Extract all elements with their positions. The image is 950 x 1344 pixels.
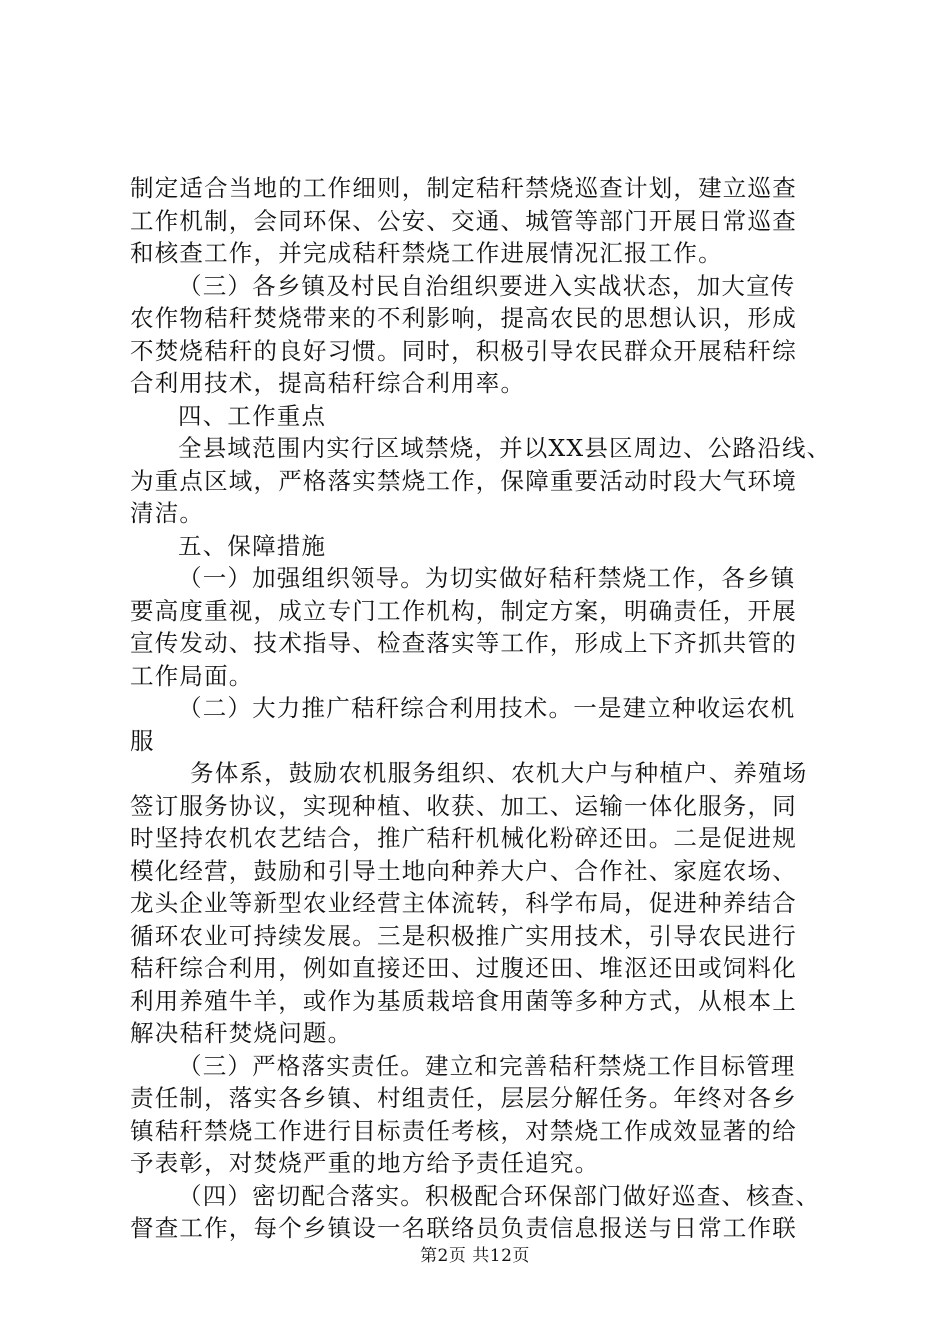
body-line: 为重点区域，严格落实禁烧工作，保障重要活动时段大气环境 — [130, 466, 797, 495]
page-number-footer: 第2页 共12页 — [420, 1246, 530, 1266]
body-line: 清洁。 — [130, 499, 205, 527]
body-line: 不焚烧秸秆的良好习惯。同时，积极引导农民群众开展秸秆综 — [130, 336, 797, 365]
body-line: 和核查工作，并完成秸秆禁烧工作进展情况汇报工作。 — [130, 239, 723, 267]
body-line: 要高度重视，成立专门工作机构，制定方案，明确责任，开展 — [130, 596, 797, 625]
body-line: 工作机制，会同环保、公安、交通、城管等部门开展日常巡查 — [130, 206, 797, 235]
body-line: 解决秸秆焚烧问题。 — [130, 1019, 353, 1047]
body-line: 农作物秸秆焚烧带来的不利影响，提高农民的思想认识，形成 — [130, 304, 797, 332]
body-line: 签订服务协议，实现种植、收获、加工、运输一体化服务，同 — [130, 791, 797, 820]
body-line: 镇秸秆禁烧工作进行目标责任考核，对禁烧工作成效显著的给 — [130, 1116, 797, 1145]
paragraph-start-line: （四）密切配合落实。积极配合环保部门做好巡查、核查、 — [178, 1181, 821, 1210]
body-line: 督查工作，每个乡镇设一名联络员负责信息报送与日常工作联 — [130, 1214, 797, 1242]
body-line: 服 — [130, 726, 155, 755]
section-heading: 五、保障措施 — [178, 531, 327, 560]
body-line: 循环农业可持续发展。三是积极推广实用技术，引导农民进行 — [130, 921, 797, 950]
paragraph-start-line: 务体系，鼓励农机服务组织、农机大户与种植户、养殖场 — [190, 759, 808, 787]
paragraph-start-line: （三）各乡镇及村民自治组织要进入实战状态，加大宣传 — [178, 271, 796, 300]
body-line: 责任制，落实各乡镇、村组责任，层层分解任务。年终对各乡 — [130, 1084, 797, 1112]
document-body — [130, 172, 842, 1245]
body-line: 模化经营，鼓励和引导土地向种养大户、合作社、家庭农场、 — [130, 856, 797, 885]
body-line: 秸秆综合利用，例如直接还田、过腹还田、堆沤还田或饲料化 — [130, 954, 797, 982]
paragraph-start-line: （二）大力推广秸秆综合利用技术。一是建立种收运农机 — [178, 694, 796, 722]
paragraph-start-line: （三）严格落实责任。建立和完善秸秆禁烧工作目标管理 — [178, 1051, 796, 1080]
body-line: 利用养殖牛羊，或作为基质栽培食用菌等多种方式，从根本上 — [130, 986, 797, 1015]
paragraph-start-line: 全县域范围内实行区域禁烧，并以XX县区周边、公路沿线、 — [178, 434, 832, 462]
body-line: 合利用技术，提高秸秆综合利用率。 — [130, 369, 526, 397]
body-line: 宣传发动、技术指导、检查落实等工作，形成上下齐抓共管的 — [130, 629, 797, 657]
paragraph-start-line: （一）加强组织领导。为切实做好秸秆禁烧工作，各乡镇 — [178, 564, 796, 592]
body-line: 工作局面。 — [130, 661, 254, 690]
section-heading: 四、工作重点 — [178, 401, 327, 430]
body-line: 制定适合当地的工作细则，制定秸秆禁烧巡查计划，建立巡查 — [130, 174, 797, 202]
body-line: 龙头企业等新型农业经营主体流转，科学布局，促进种养结合 — [130, 889, 797, 917]
body-line: 时坚持农机农艺结合，推广秸秆机械化粉碎还田。二是促进规 — [130, 824, 797, 852]
body-line: 予表彰，对焚烧严重的地方给予责任追究。 — [130, 1149, 600, 1177]
